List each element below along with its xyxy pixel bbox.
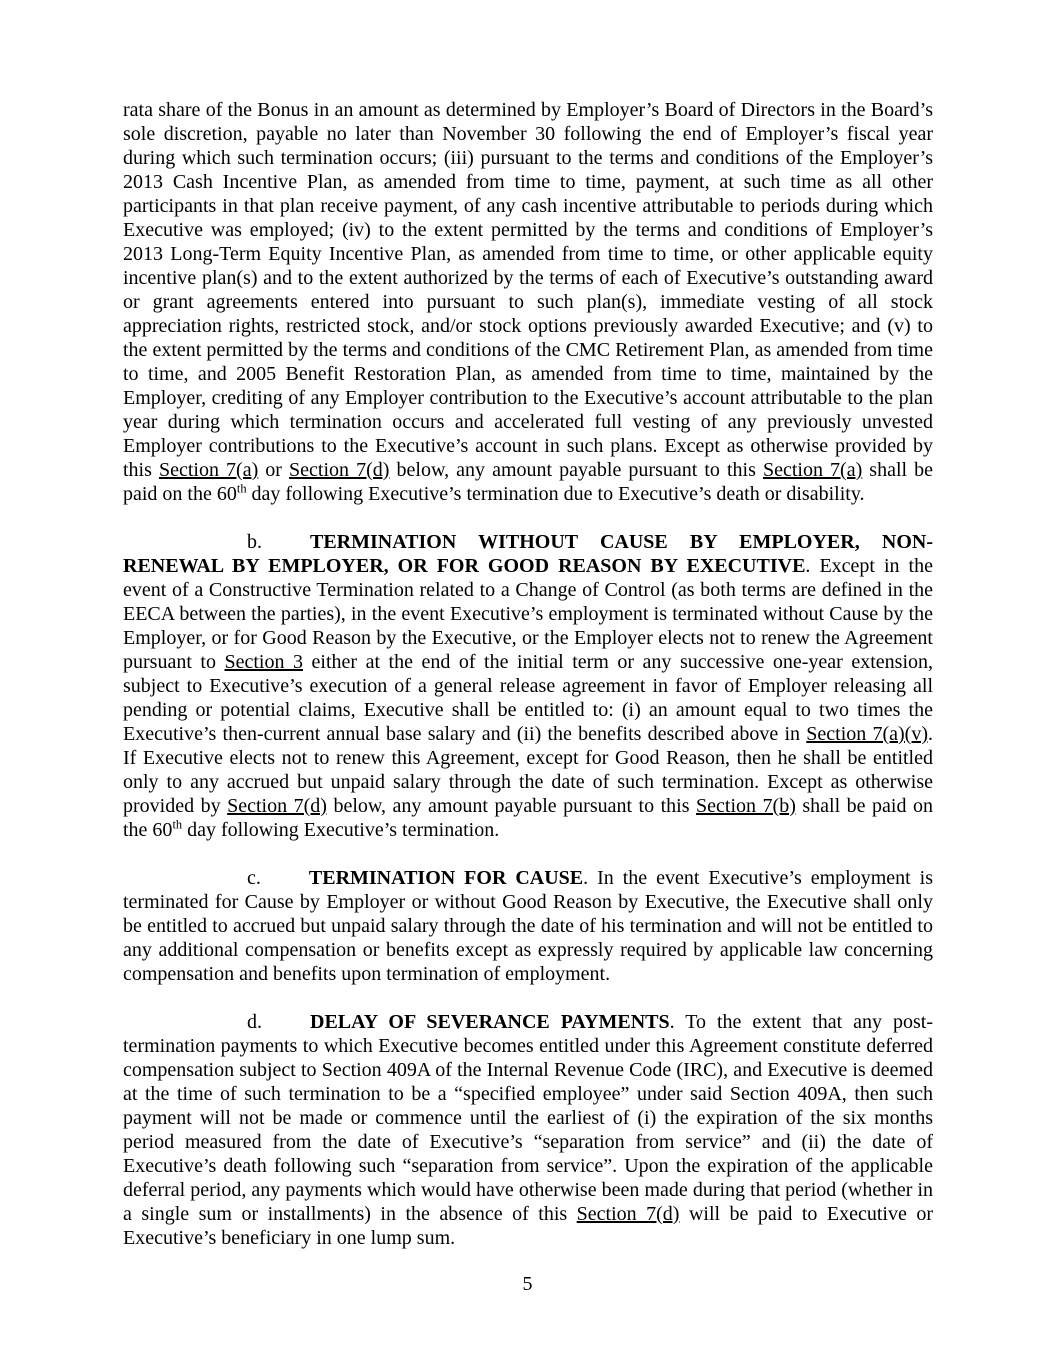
section-reference: Section 7(d) [227, 795, 327, 817]
text-run: or [258, 459, 290, 481]
text-run: either at the end of the initial term or any successive one-year extension, subject to Executive’s execution of a general release agreement in favor of Employer releasing all pending or potential claims, Executive shall be entitled to: (i) an amount equal to two times the Executive’s then-current annual base salary and (ii) the benefits described above in [123, 651, 933, 745]
text-run: will be paid to Executive or Executive’s beneficiary in one lump sum. [123, 1203, 933, 1249]
text-run: rata share of the Bonus in an amount as determined by Employer’s Board of Directors in the Board’s sole discretion, payable no later than November 30 following the end of Employer’s fiscal year during which such termination occurs; (iii) pursuant to the terms and conditions of the Employer’s 2013 Cash Incentive Plan, as amended from time to time, payment, at such time as all other participants in that plan receive payment, of any cash incentive attributable to periods during which Executive was employed; (iv) to the extent permitted by the terms and conditions of Employer’s 2013 Long-Term Equity Incentive Plan, as amended from time to time, or other applicable equity incentive plan(s) and to the extent authorized by the terms of each of Executive’s outstanding award or grant agreements entered into pursuant to such plan(s), immediate vesting of all stock appreciation rights, restricted stock, and/or stock options previously awarded Executive; and (v) to the extent permitted by the terms and conditions of the CMC Retirement Plan, as amended from time to time, and 2005 Benefit Restoration Plan, as amended from time to time, maintained by the Employer, crediting of any Employer contribution to the Executive’s account attributable to the plan year during which termination occurs and accelerated full vesting of any previously unvested Employer contributions to the Executive’s account in such plans. Except as otherwise provided by this [123, 99, 933, 481]
text-run: day following Executive’s termination. [182, 819, 500, 841]
text-run: shall be paid on the 60 [123, 459, 934, 505]
paragraph [123, 530, 933, 842]
document-body [123, 98, 933, 1274]
section-reference: Section 7(a) [158, 459, 259, 481]
text-run: . In the event Executive’s employment is terminated for Cause by Employer or without Good Reason by Executive, the Executive shall only be entitled to accrued but unpaid salary through the date of his termination and will not be entitled to any additional compensation or benefits except as expressly required by applicable law concerning compensation and benefits upon termination of employment. [123, 867, 933, 985]
text-run: day following Executive’s termination due to Executive’s death or disability. [246, 483, 865, 505]
section-reference: Section 7(d) [289, 459, 390, 481]
text-run: c. [247, 867, 261, 889]
text-run: below, any amount payable pursuant to this [389, 459, 763, 481]
superscript-run: th [172, 817, 183, 832]
heading-run: DELAY OF SEVERANCE PAYMENTS [310, 1011, 670, 1033]
section-reference: Section 7(a)(v) [806, 723, 928, 745]
paragraph [123, 866, 933, 986]
section-reference: Section 7(b) [696, 795, 796, 817]
text-run: b. [247, 531, 262, 553]
paragraph [123, 1010, 933, 1250]
paragraph [123, 98, 933, 506]
text-run: d. [247, 1011, 262, 1033]
text-run: below, any amount payable pursuant to this [326, 795, 697, 817]
heading-run: TERMINATION WITHOUT CAUSE BY EMPLOYER, NON-RENEWAL BY EMPLOYER, OR FOR GOOD REASON BY EXECUTIVE [123, 531, 933, 577]
text-run: . Except in the event of a Constructive Termination related to a Change of Control (as both terms are defined in the EECA between the parties), in the event Executive’s employment is terminated without Cause by the Employer, or for Good Reason by the Executive, or the Employer elects not to renew the Agreement pursuant to [123, 555, 933, 673]
section-reference: Section 3 [224, 651, 303, 673]
heading-run: TERMINATION FOR CAUSE [308, 867, 584, 889]
section-reference: Section 7(d) [576, 1203, 680, 1225]
superscript-run: th [236, 481, 247, 496]
text-run: . If Executive elects not to renew this Agreement, except for Good Reason, then he shall be entitled only to any accrued but unpaid salary through the date of such termination. Except as otherwise provided by [123, 723, 933, 817]
text-run: shall be paid on the 60 [123, 795, 933, 841]
text-run: . To the extent that any post-termination payments to which Executive becomes entitled under this Agreement constitute deferred compensation subject to Section 409A of the Internal Revenue Code (IRC), and Executive is deemed at the time of such termination to be a “specified employee” under said Section 409A, then such payment will not be made or commence until the earliest of (i) the expiration of the six months period measured from the date of Executive’s “separation from service” and (ii) the date of Executive’s death following such “separation from service”. Upon the expiration of the applicable deferral period, any payments which would have otherwise been made during that period (whether in a single sum or installments) in the absence of this [123, 1011, 933, 1225]
section-reference: Section 7(a) [762, 459, 863, 481]
page-number: 5 [522, 1273, 533, 1295]
